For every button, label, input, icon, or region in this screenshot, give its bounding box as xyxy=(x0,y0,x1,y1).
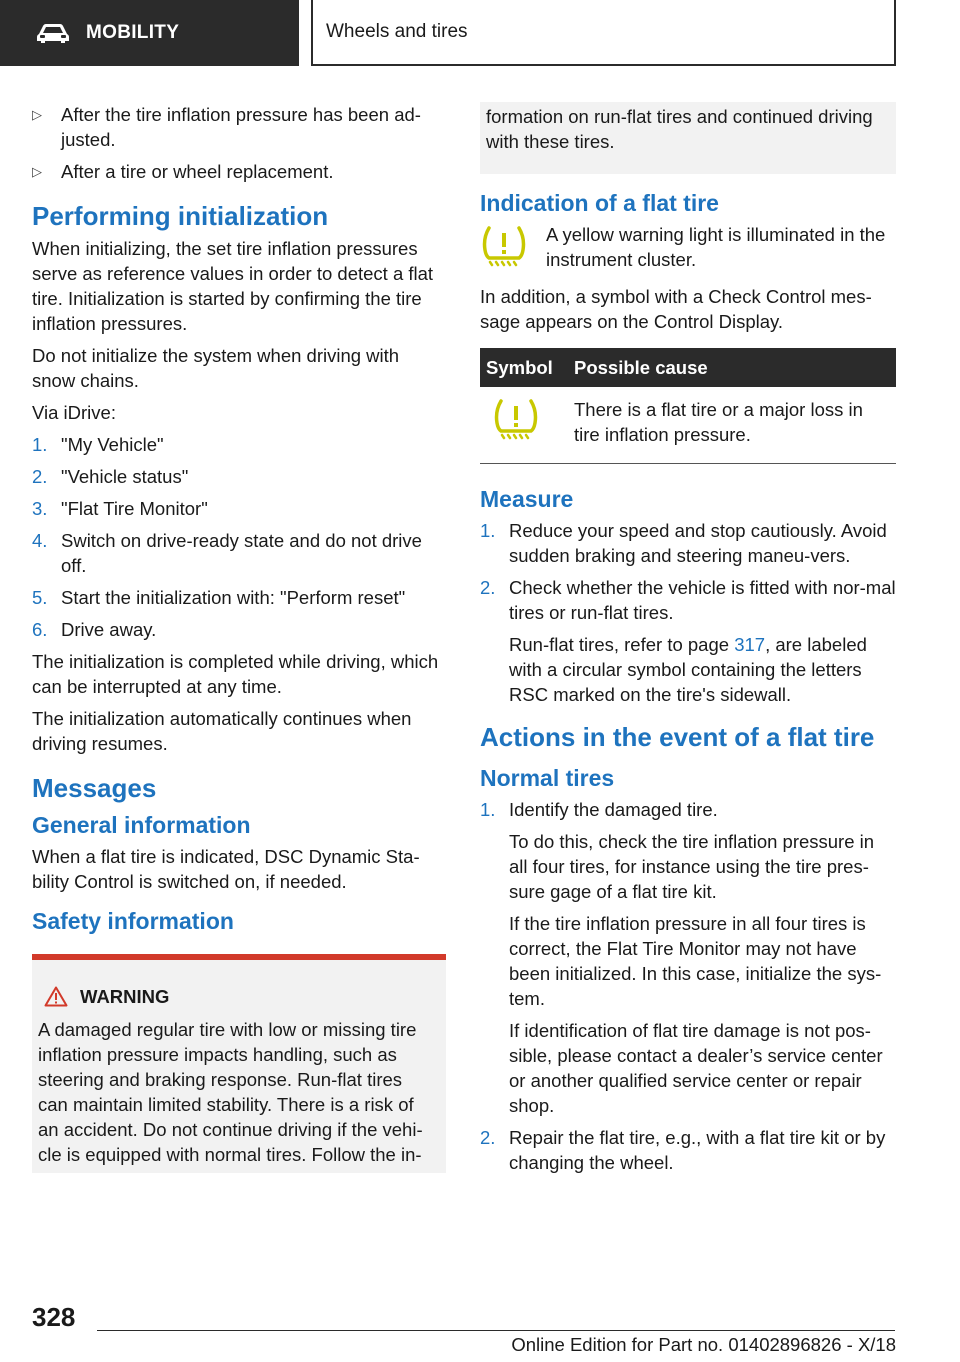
warning-triangle-icon xyxy=(44,986,68,1007)
warning-text: A damaged regular tire with low or missing tire inflation pressure impacts handling, such as steering and braking response. Run-flat tires can maintain limited stability. There is a risk of an accident. Do not continue driving if the vehi-cle is equipped with normal tires. Follow the in- xyxy=(38,1019,423,1165)
heading-indication-flat-tire: Indication of a flat tire xyxy=(480,190,719,216)
step-item: 2. "Vehicle status" xyxy=(32,466,189,487)
symbol-table xyxy=(480,348,896,464)
step-note: To do this, check the tire inflation pressure in all four tires, for instance using the tire pres-sure gage of a flat tire kit. xyxy=(509,831,875,902)
table-header-symbol: Symbol xyxy=(480,348,568,387)
paragraph: When a flat tire is indicated, DSC Dynamic Sta-bility Control is switched on, if needed. xyxy=(32,846,420,892)
table-row xyxy=(480,387,896,464)
heading-general-information: General information xyxy=(32,812,251,838)
chapter-title: Wheels and tires xyxy=(326,21,468,42)
heading-safety-information: Safety information xyxy=(32,908,234,934)
page-header xyxy=(0,0,960,66)
step-item: 6. Drive away. xyxy=(32,619,157,640)
step-note: Run-flat tires, refer to page 317, are labeled with a circular symbol containing the letters RSC marked on the tire's sidewall. xyxy=(509,634,867,705)
warning-box-continued: formation on run-flat tires and continued driving with these tires. xyxy=(480,102,896,174)
heading-measure: Measure xyxy=(480,486,574,512)
right-column xyxy=(480,102,896,1182)
edition-note: Online Edition for Part no. 01402896826 - X/18 xyxy=(511,1334,896,1355)
bullet-item: ▷ After the tire inflation pressure has been ad-justed. xyxy=(32,104,421,150)
heading-normal-tires: Normal tires xyxy=(480,765,615,791)
triangle-bullet-icon: ▷ xyxy=(32,164,42,179)
step-item: 1. Identify the damaged tire. To do this, check the tire inflation pressure in all four tires, for instance using the tire pres-sure gage of a flat tire kit. If the tire inflation pressure in all four tires is correct, the Flat Tire Monitor may not have been initialized. In this case, initialize the sys-tem. If identification of flat tire damage is not pos-sible, please contact a dealer’s service center or another qualified service center or repair shop. xyxy=(480,797,896,1118)
heading-actions-flat-tire: Actions in the event of a flat tire xyxy=(480,722,875,752)
car-icon xyxy=(36,22,70,44)
heading-performing-initialization: Performing initialization xyxy=(32,201,329,231)
page-link[interactable]: 317 xyxy=(734,634,766,655)
section-tab xyxy=(0,0,299,66)
page-footer xyxy=(0,1296,960,1362)
paragraph: Via iDrive: xyxy=(32,402,116,423)
chapter-tab xyxy=(311,0,896,66)
tire-pressure-warning-icon xyxy=(480,224,528,268)
section-title: MOBILITY xyxy=(86,22,180,43)
bullet-item: ▷ After a tire or wheel replacement. xyxy=(32,161,334,182)
tire-pressure-symbol-icon xyxy=(486,397,546,441)
step-note: If the tire inflation pressure in all four tires is correct, the Flat Tire Monitor may not have been initialized. In this case, initialize the sys-tem. xyxy=(509,913,882,1009)
warning-light-row xyxy=(480,222,896,274)
step-note: If identification of flat tire damage is not pos-sible, please contact a dealer’s service center or another qualified service center or repair shop. xyxy=(509,1020,883,1116)
step-item: 1. Reduce your speed and stop cautiously. Avoid sudden braking and steering maneu-vers. xyxy=(480,520,887,566)
table-cell-cause: There is a flat tire or a major loss in tire inflation pressure. xyxy=(568,387,896,464)
warning-box xyxy=(32,954,446,1173)
heading-messages: Messages xyxy=(32,773,157,803)
triangle-bullet-icon: ▷ xyxy=(32,107,42,122)
step-item: 3. "Flat Tire Monitor" xyxy=(32,498,208,519)
step-item: 1. "My Vehicle" xyxy=(32,434,164,455)
footer-divider xyxy=(97,1330,895,1331)
left-column xyxy=(32,102,446,1173)
paragraph: In addition, a symbol with a Check Control mes-sage appears on the Control Display. xyxy=(480,286,872,332)
warning-title: WARNING xyxy=(38,984,436,1009)
page-number: 328 xyxy=(32,1302,76,1332)
warning-light-text: A yellow warning light is illuminated in the instrument cluster. xyxy=(546,224,886,270)
paragraph: Do not initialize the system when driving with snow chains. xyxy=(32,345,400,391)
step-item: 5. Start the initialization with: "Perform reset" xyxy=(32,587,406,608)
step-item: 2. Repair the flat tire, e.g., with a flat tire kit or by changing the wheel. xyxy=(480,1127,886,1173)
paragraph: The initialization automatically continues when driving resumes. xyxy=(32,708,412,754)
step-item: 4. Switch on drive-ready state and do not drive off. xyxy=(32,530,422,576)
paragraph: The initialization is completed while driving, which can be interrupted at any time. xyxy=(32,651,439,697)
paragraph: When initializing, the set tire inflation pressures serve as reference values in order to detect a flat tire. Initialization is started by confirming the tire inflation pressures. xyxy=(32,238,434,334)
step-item: 2. Check whether the vehicle is fitted with nor-mal tires or run-flat tires. Run-flat tires, refer to page 317, are labeled with a circular symbol containing the letters RSC marked on the tire's sidewall. xyxy=(480,577,896,705)
table-header-cause: Possible cause xyxy=(568,348,896,387)
